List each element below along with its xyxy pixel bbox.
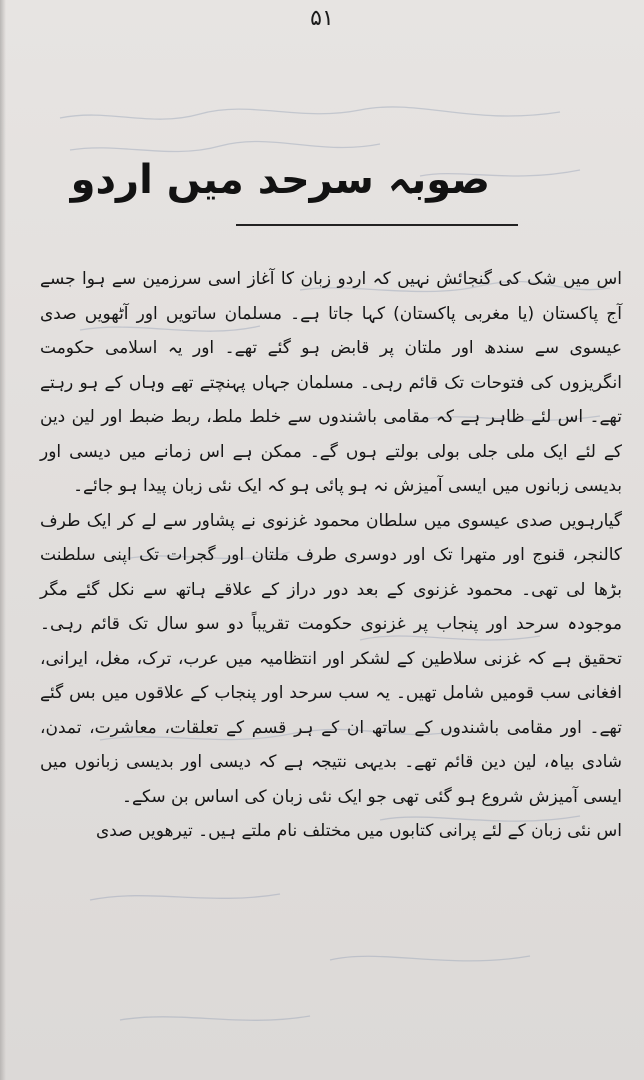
page-number: ۵۱	[310, 6, 334, 31]
title-underline	[236, 224, 518, 226]
paragraph: گیارہویں صدی عیسوی میں سلطان محمود غزنوی نے پشاور سے لے کر ایک طرف کالنجر، قنوج اور متھرا تک اور دوسری طرف ملتان اور گجرات تک اپنی سلطنت بڑھا لی تھی۔ محمود غزنوی کے بعد دور دراز کے علاقے ہاتھ سے نکل گئے مگر موجودہ سرحد اور پنجاب پر غزنوی حکومت تقریباً دو سو سال تک قائم رہی۔ تحقیق ہے کہ غزنی سلاطین کے لشکر اور انتظامیہ میں عرب، ترک، مغل، ایرانی، افغانی سب قومیں شامل تھیں۔ یہ سب سرحد اور پنجاب کے علاقوں میں بس گئے تھے۔ اور مقامی باشندوں کے ساتھ ان کے ہر قسم کے تعلقات، معاشرت، تمدن، شادی بیاہ، لین دین قائم تھے۔ بدیہی نتیجہ ہے کہ دیسی اور بدیسی زبانوں میں ایسی آمیزش شروع ہو گئی تھی جو ایک نئی زبان کی اساس بن سکے۔	[40, 510, 622, 807]
chapter-title: صوبہ سرحد میں اردو	[70, 157, 490, 203]
body-text	[40, 262, 622, 849]
paragraph: اس نئی زبان کے لئے پرانی کتابوں میں مختلف نام ملتے ہیں۔ تیرھویں صدی	[95, 821, 622, 841]
paragraph: اس میں شک کی گنجائش نہیں کہ اردو زبان کا آغاز اسی سرزمین سے ہوا جسے آج پاکستان (یا مغربی پاکستان) کہا جاتا ہے۔ مسلمان ساتویں اور آٹھویں صدی عیسوی سے سندھ اور ملتان پر قابض ہو گئے تھے۔ اور یہ اسلامی حکومت انگریزوں کی فتوحات تک قائم رہی۔ مسلمان جہاں پہنچتے تھے وہاں کے ہو رہتے تھے۔ اس لئے ظاہر ہے کہ مقامی باشندوں سے خلط ملط، ربط ضبط اور لین دین کے لئے ایک ملی جلی بولی بولتے ہوں گے۔ ممکن ہے اس زمانے میں دیسی اور بدیسی زبانوں میں ایسی آمیزش نہ ہو پائی ہو کہ ایک نئی زبان پیدا ہو جائے۔	[40, 269, 622, 496]
page-edge-shadow	[0, 0, 6, 1080]
